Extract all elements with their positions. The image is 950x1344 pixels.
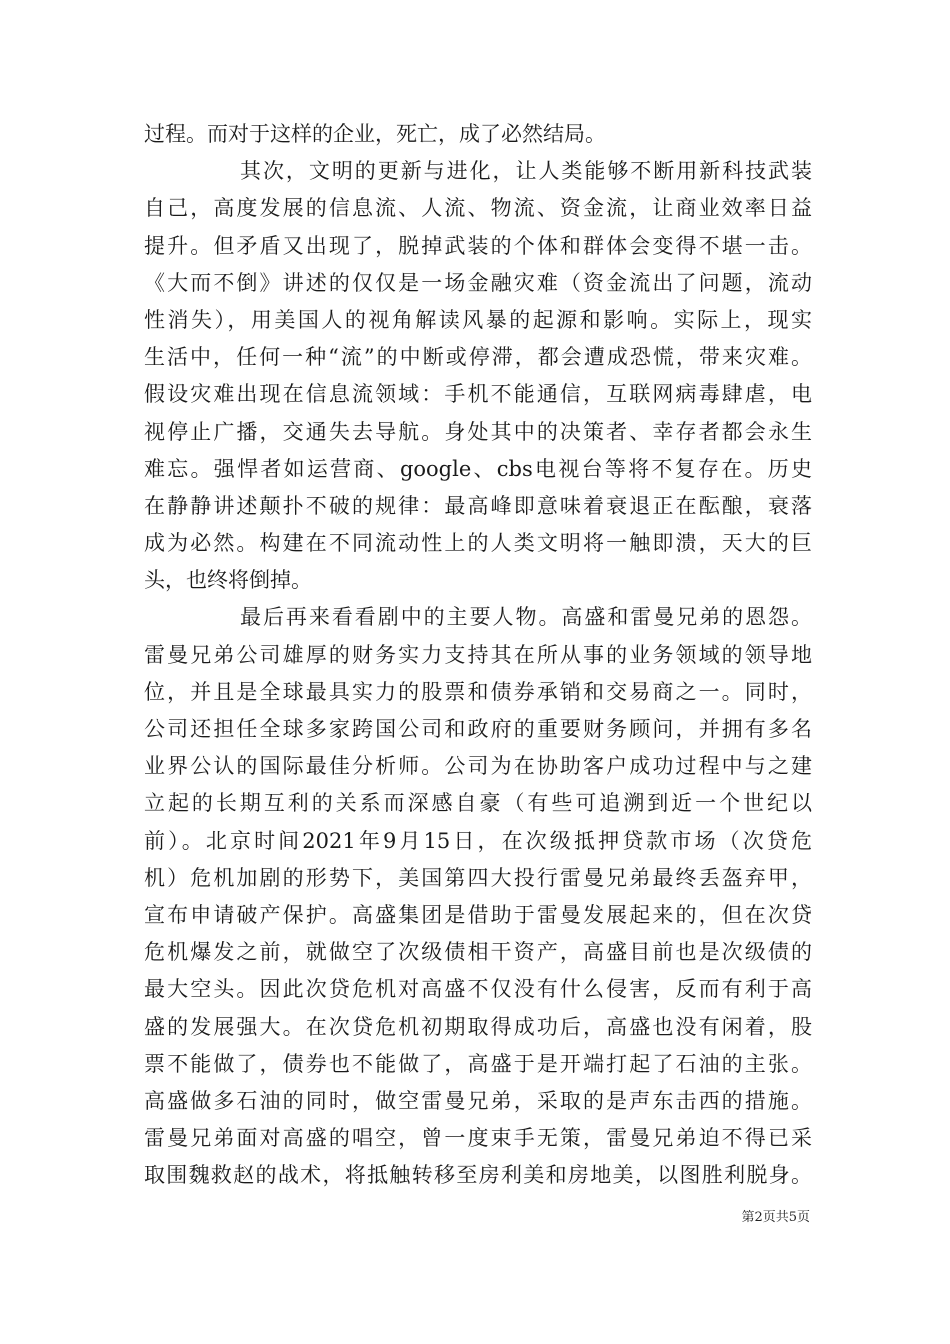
paragraph-first-line: 最后再来看看剧中的主要人物。高盛和雷曼兄弟的恩怨。 xyxy=(240,605,812,630)
text-line: 在静静讲述颠扑不破的规律：最高峰即意味着衰退正在酝酿，衰落 xyxy=(144,493,812,518)
text-line: 盛的发展强大。在次贷危机初期取得成功后，高盛也没有闲着，股 xyxy=(144,1014,812,1039)
text-line: 宣布申请破产保护。高盛集团是借助于雷曼发展起来的，但在次贷 xyxy=(144,902,812,927)
text-line: 高盛做多石油的同时，做空雷曼兄弟，采取的是声东击西的措施。 xyxy=(144,1088,812,1113)
text-line: 业界公认的国际最佳分析师。公司为在协助客户成功过程中与之建 xyxy=(144,754,812,779)
text-line: 位，并且是全球最具实力的股票和债券承销和交易商之一。同时， xyxy=(144,679,812,704)
text-line: 假设灾难出现在信息流领域：手机不能通信，互联网病毒肆虐，电 xyxy=(144,382,812,407)
page-number-footer: 第2页共5页 xyxy=(741,1210,810,1225)
body-text xyxy=(144,116,812,1194)
text-line: 机）危机加剧的形势下，美国第四大投行雷曼兄弟最终丢盔弃甲， xyxy=(144,865,812,890)
text-line: 立起的长期互利的关系而深感自豪（有些可追溯到近一个世纪以 xyxy=(144,791,812,816)
text-line: 自己，高度发展的信息流、人流、物流、资金流，让商业效率日益 xyxy=(144,196,812,221)
text-line: 票不能做了，债券也不能做了，高盛于是开端打起了石油的主张。 xyxy=(144,1051,812,1076)
text-line: 取围魏救赵的战术，将抵触转移至房利美和房地美，以图胜利脱身。 xyxy=(144,1163,812,1188)
text-line: 视停止广播，交通失去导航。身处其中的决策者、幸存者都会永生 xyxy=(144,419,812,444)
text-line: 难忘。强悍者如运营商、google、cbs电视台等将不复存在。历史 xyxy=(144,456,812,481)
paragraph-first-line: 其次，文明的更新与进化，让人类能够不断用新科技武装 xyxy=(240,159,812,184)
text-line: 提升。但矛盾又出现了，脱掉武装的个体和群体会变得不堪一击。 xyxy=(144,233,812,258)
text-line: 过程。而对于这样的企业，死亡，成了必然结局。 xyxy=(144,122,606,146)
text-line: 公司还担任全球多家跨国公司和政府的重要财务顾问，并拥有多名 xyxy=(144,717,812,741)
text-line: 雷曼兄弟面对高盛的唱空，曾一度束手无策，雷曼兄弟迫不得已采 xyxy=(144,1126,812,1151)
text-line: 头，也终将倒掉。 xyxy=(144,568,312,593)
text-line: 《大而不倒》讲述的仅仅是一场金融灾难（资金流出了问题，流动 xyxy=(144,270,812,295)
text-line: 成为必然。构建在不同流动性上的人类文明将一触即溃，天大的巨 xyxy=(144,531,812,556)
text-line: 雷曼兄弟公司雄厚的财务实力支持其在所从事的业务领域的领导地 xyxy=(144,642,812,667)
text-line: 危机爆发之前，就做空了次级债相干资产，高盛目前也是次级债的 xyxy=(144,940,812,965)
text-line: 最大空头。因此次贷危机对高盛不仅没有什么侵害，反而有利于高 xyxy=(144,977,812,1002)
text-line: 生活中，任何一种“流”的中断或停滞，都会遭成恐慌，带来灾难。 xyxy=(144,345,812,370)
text-line: 前）。北京时间2021年9月15日，在次级抵押贷款市场（次贷危 xyxy=(144,828,812,853)
text-line: 性消失），用美国人的视角解读风暴的起源和影响。实际上，现实 xyxy=(144,307,812,332)
